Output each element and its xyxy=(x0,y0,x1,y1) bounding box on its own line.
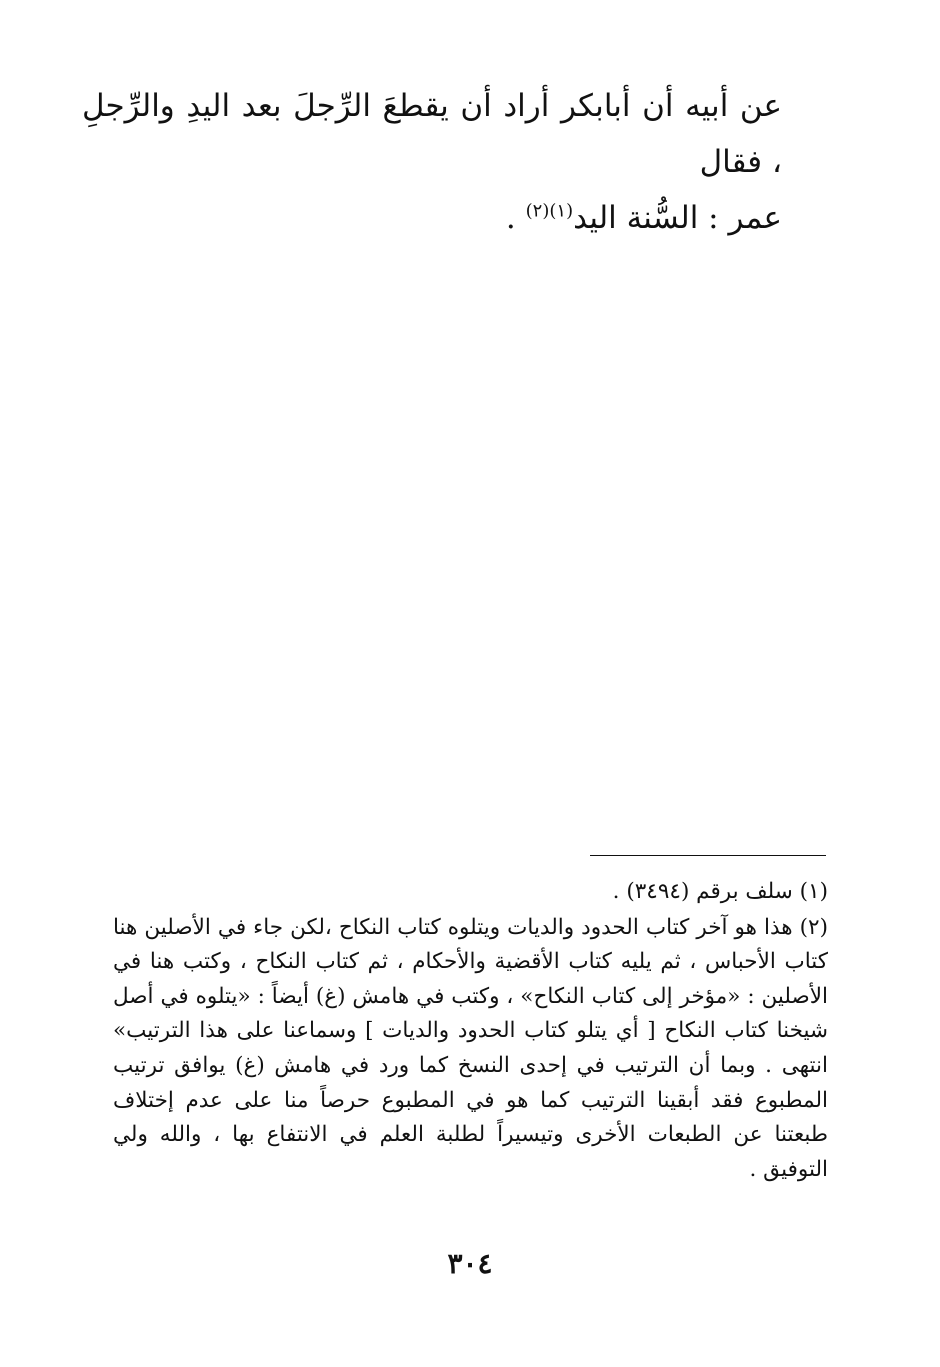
footnote-references: (١)(٢) xyxy=(525,200,574,222)
footnote-2: (٢) هذا هو آخر كتاب الحدود والديات ويتلوه كتاب النكاح ،لكن جاء في الأصلين هنا كتاب الأحباس ، ثم يليه كتاب الأقضية والأحكام ، ثم كتاب النكاح ، وكتب هنا في الأصلين : «مؤخر إلى كتاب النكاح» ، وكتب في هامش (غ) أيضاً : «يتلوه في أصل شيخنا كتاب النكاح [ أي يتلو كتاب الحدود والديات ] وسماعنا على هذا الترتيب» انتهى . وبما أن الترتيب في إحدى النسخ كما ورد في هامش (غ) يوافق ترتيب المطبوع فقد أبقينا الترتيب كما هو في المطبوع حرصاً منا على عدم إختلاف طبعتنا عن الطبعات الأخرى وتيسيراً لطلبة العلم في الانتفاع بها ، والله ولي التوفيق . xyxy=(113,914,828,1182)
main-text-block xyxy=(82,78,782,246)
main-text-line-1: عن أبيه أن أبابكر أراد أن يقطعَ الرِّجلَ بعد اليدِ والرِّجلِ ، فقال xyxy=(82,88,782,180)
main-text-line-2-body: عمر : السُّنة اليد xyxy=(573,200,782,236)
main-text-line-2-end: . xyxy=(505,200,526,236)
footnotes-section xyxy=(113,875,828,1187)
page-number: ٣٠٤ xyxy=(447,1247,493,1280)
footnote-separator xyxy=(590,855,826,856)
main-text-line-2 xyxy=(82,190,782,246)
footnote-1: (١) سلف برقم (٣٤٩٤) . xyxy=(612,879,828,904)
